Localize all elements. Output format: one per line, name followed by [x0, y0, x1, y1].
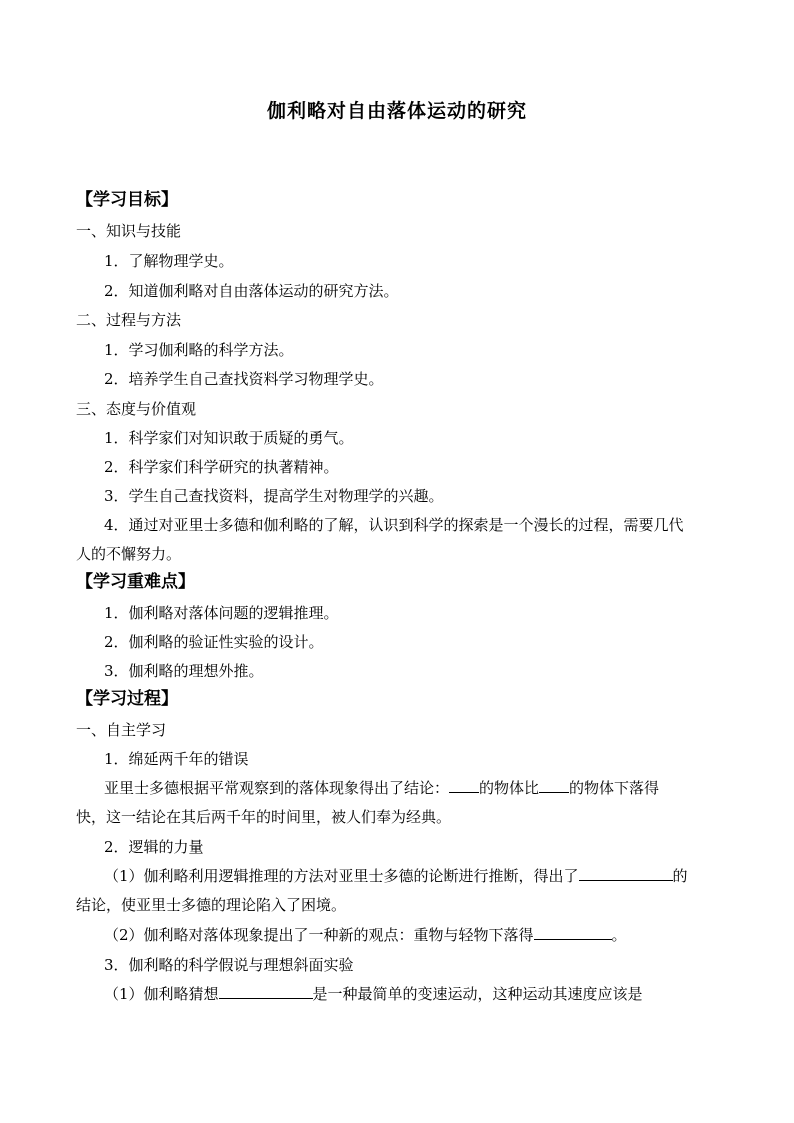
key-points-heading: 【学习重难点】 — [76, 572, 195, 592]
list-item: 2．科学家们科学研究的执著精神。 — [104, 458, 339, 476]
process-heading: 二、过程与方法 — [76, 311, 182, 329]
fill-in-blank[interactable] — [449, 778, 479, 793]
list-item: 4．通过对亚里士多德和伽利略的了解，认识到科学的探索是一个漫长的过程，需要几代 — [104, 516, 684, 534]
fill-in-blank[interactable] — [579, 866, 673, 881]
list-item: 2．培养学生自己查找资料学习物理学史。 — [104, 370, 384, 388]
text-segment: （1）伽利略利用逻辑推理的方法对亚里士多德的论断进行推断，得出了 — [104, 867, 579, 885]
subsection-heading: 3．伽利略的科学假说与理想斜面实验 — [104, 956, 354, 974]
subsection-heading: 2．逻辑的力量 — [104, 838, 204, 856]
question-line — [104, 925, 627, 945]
text-segment: 是一种最简单的变速运动，这种运动其速度应该是 — [312, 985, 643, 1003]
list-item: 1．伽利略对落体问题的逻辑推理。 — [104, 604, 339, 622]
text-segment: 亚里士多德根据平常观察到的落体现象得出了结论： — [104, 779, 450, 797]
list-item-continuation: 人的不懈努力。 — [76, 545, 182, 563]
list-item: 3．伽利略的理想外推。 — [104, 662, 264, 680]
attitude-heading: 三、态度与价值观 — [76, 400, 197, 418]
process-section-heading: 【学习过程】 — [76, 689, 178, 709]
paragraph-line: 快，这一结论在其后两千年的时间里，被人们奉为经典。 — [76, 808, 452, 826]
fill-in-blank[interactable] — [539, 778, 569, 793]
question-line — [104, 984, 643, 1004]
self-study-heading: 一、自主学习 — [76, 721, 167, 739]
objectives-heading: 【学习目标】 — [76, 190, 178, 210]
text-segment: 。 — [611, 926, 627, 944]
subsection-heading: 1．绵延两千年的错误 — [104, 750, 249, 768]
text-segment: 的 — [672, 867, 688, 885]
question-line — [104, 866, 688, 886]
knowledge-heading: 一、知识与技能 — [76, 222, 182, 240]
list-item: 3．学生自己查找资料，提高学生对物理学的兴趣。 — [104, 487, 444, 505]
text-segment: 的物体比 — [479, 779, 540, 797]
list-item: 1．学习伽利略的科学方法。 — [104, 341, 294, 359]
question-continuation: 结论，使亚里士多德的理论陷入了困境。 — [76, 896, 347, 914]
fill-in-blank[interactable] — [219, 984, 313, 999]
page-title: 伽利略对自由落体运动的研究 — [266, 100, 527, 122]
text-segment: 的物体下落得 — [569, 779, 660, 797]
list-item: 1．科学家们对知识敢于质疑的勇气。 — [104, 429, 354, 447]
list-item: 1．了解物理学史。 — [104, 252, 234, 270]
list-item: 2．伽利略的验证性实验的设计。 — [104, 633, 324, 651]
text-segment: （2）伽利略对落体现象提出了一种新的观点：重物与轻物下落得 — [104, 926, 534, 944]
fill-in-blank[interactable] — [534, 925, 612, 940]
paragraph-line — [104, 778, 659, 798]
list-item: 2．知道伽利略对自由落体运动的研究方法。 — [104, 282, 399, 300]
text-segment: （1）伽利略猜想 — [104, 985, 219, 1003]
